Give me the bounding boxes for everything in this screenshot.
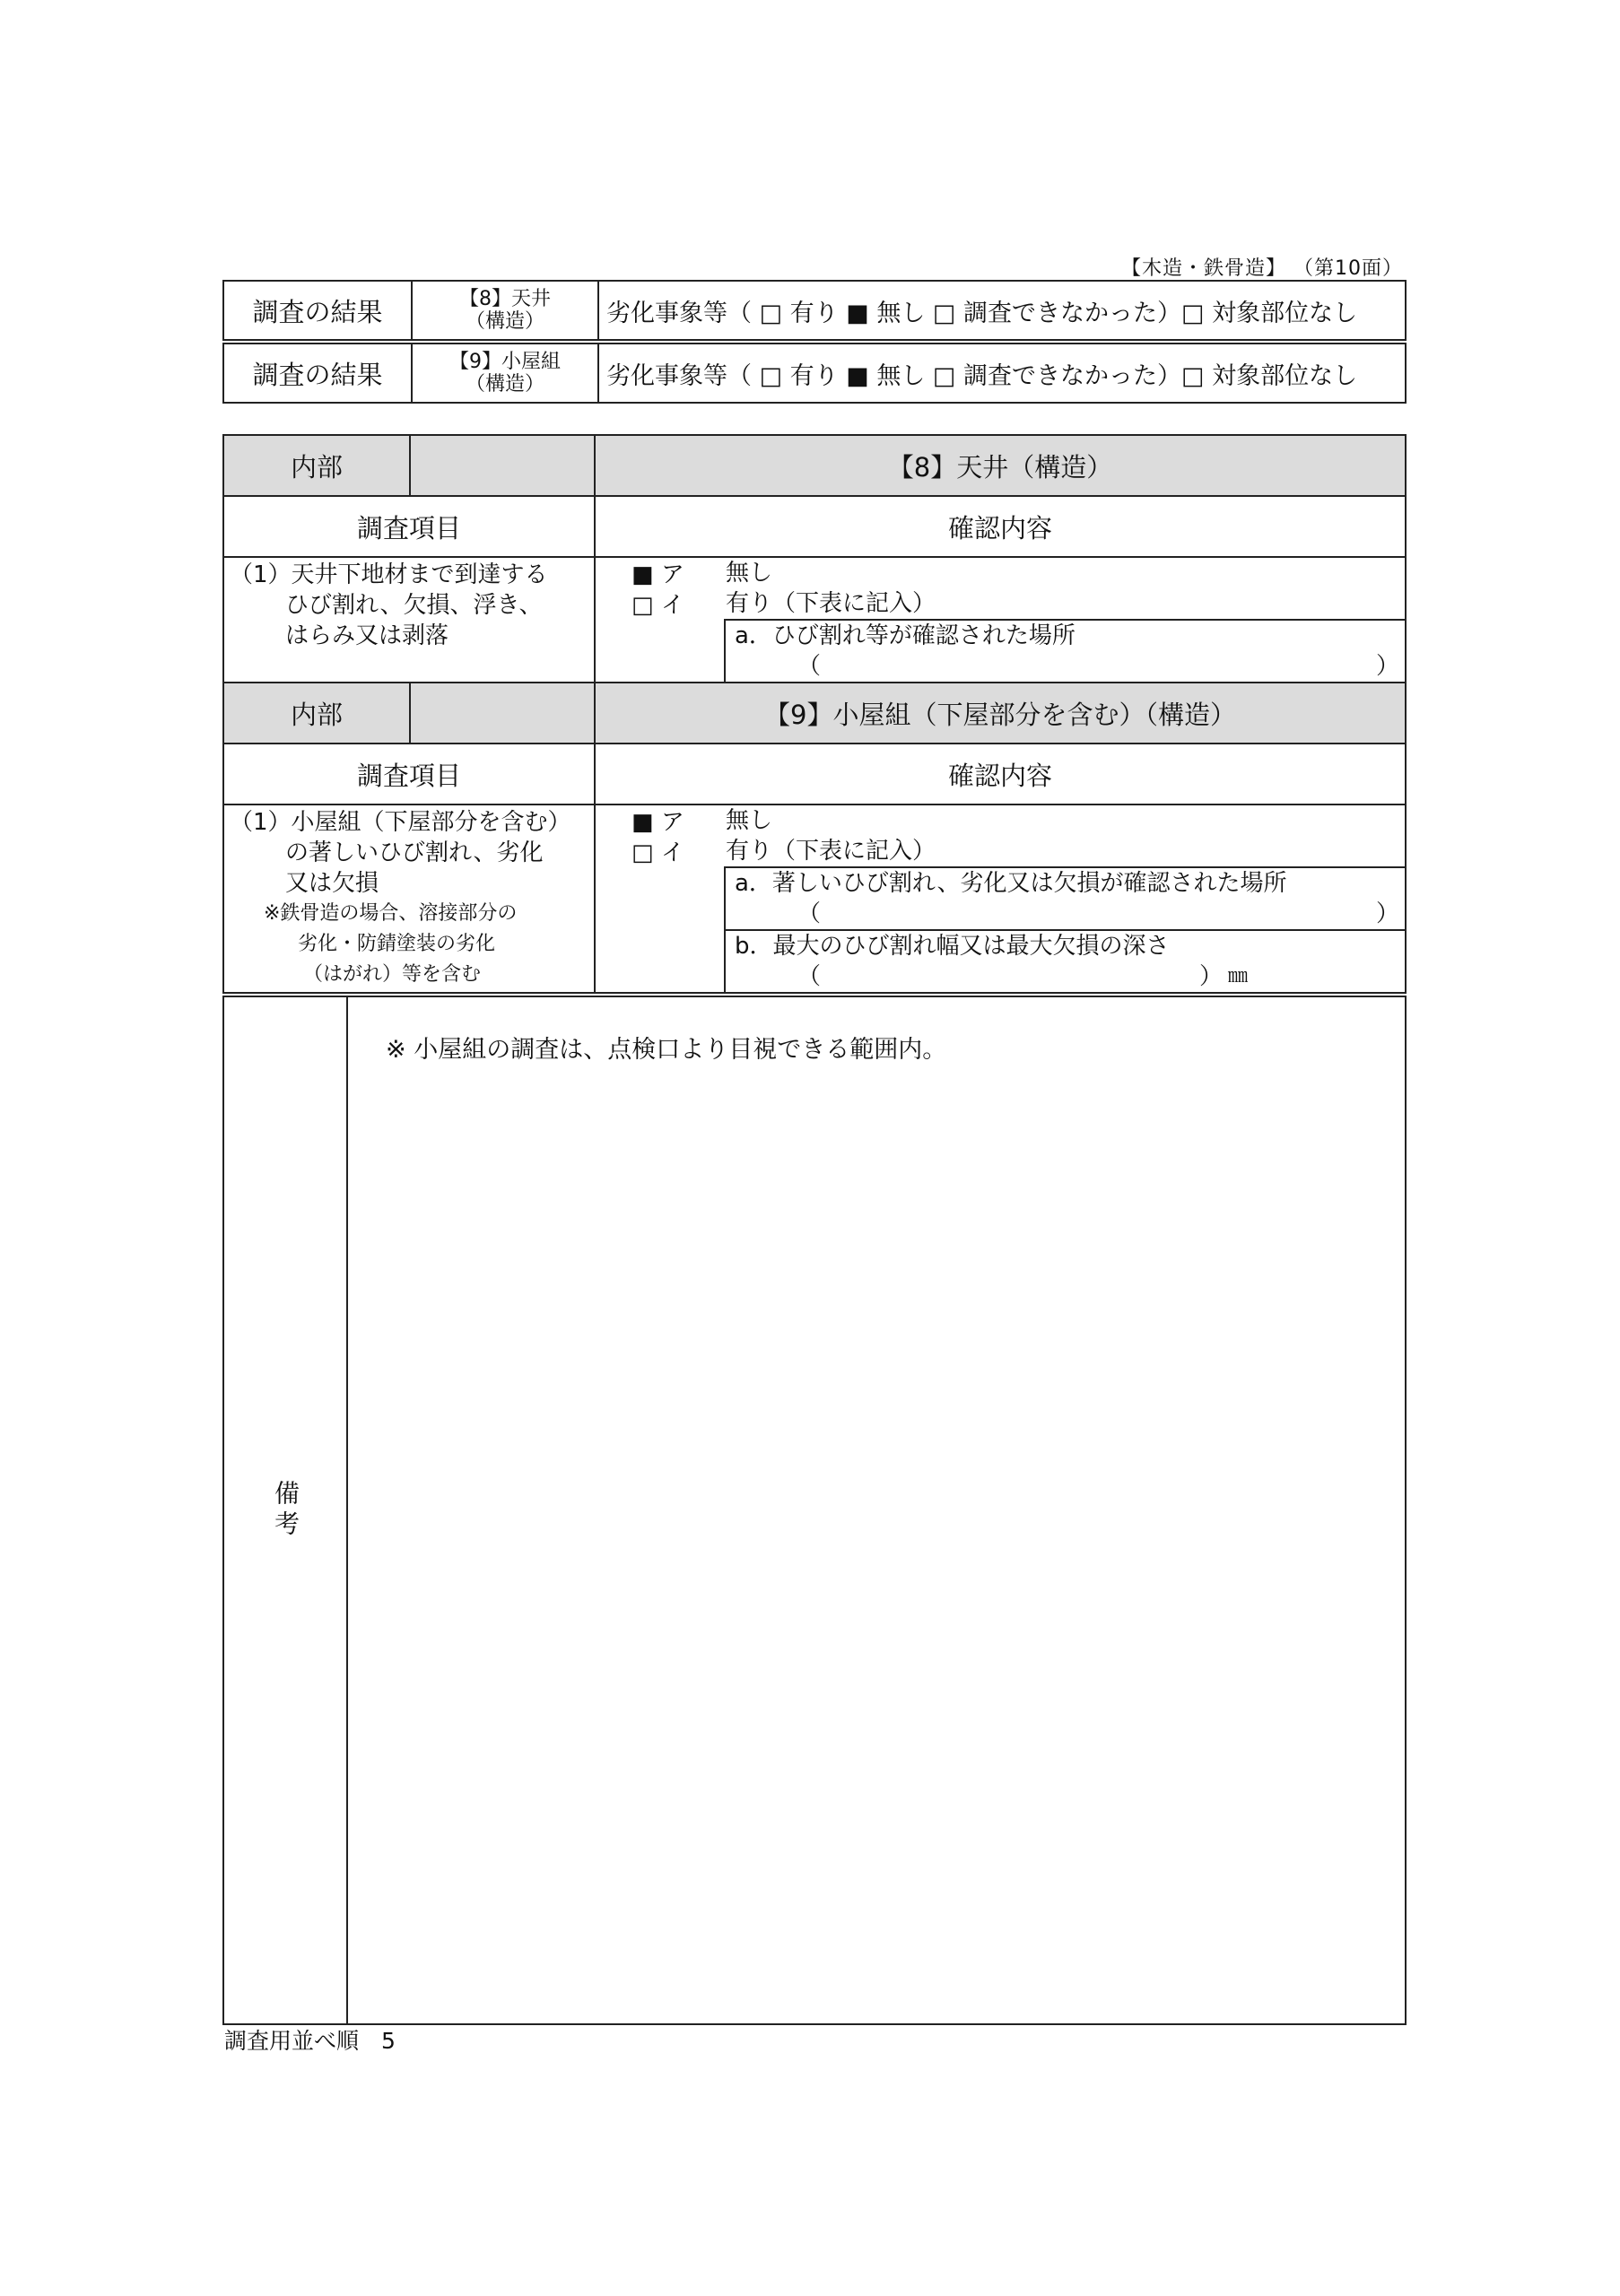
paren-close: ）	[1375, 653, 1399, 680]
item-line: 又は欠損	[285, 870, 379, 897]
option-details	[724, 557, 1406, 683]
column-item-header: 調査項目	[223, 496, 595, 557]
remarks-label-cell	[223, 996, 347, 2024]
item-note-line: ※鉄骨造の場合、溶接部分の	[264, 902, 518, 925]
inspection-table	[222, 434, 1407, 994]
item-note-line: （はがれ）等を含む	[303, 963, 482, 986]
section-blank	[410, 435, 595, 496]
option-i-text: 有り（下表に記入）	[726, 838, 936, 865]
remarks-table	[222, 996, 1407, 2025]
item-line: はらみ又は剥落	[285, 622, 449, 649]
summary-item	[412, 344, 598, 403]
option-a-checkbox[interactable]: ■ ア	[631, 809, 684, 836]
option-i-checkbox[interactable]: □ イ	[631, 592, 684, 619]
option-i-checkbox[interactable]: □ イ	[631, 839, 684, 866]
summary-item-line1: 【9】小屋組	[449, 351, 561, 373]
footer-order: 調査用並べ順 5	[224, 2028, 396, 2054]
item-line: （1）天井下地材まで到達する	[230, 561, 548, 588]
sub-a-label: a．著しいひび割れ、劣化又は欠損が確認された場所	[735, 870, 1287, 897]
summary-item-line1: 【8】天井	[459, 288, 551, 310]
option-marks	[595, 557, 724, 683]
summary-item-line2: （構造）	[465, 373, 544, 396]
summary-label: 調査の結果	[223, 344, 412, 403]
option-a-text: 無し	[726, 807, 773, 834]
paren-open: （	[797, 963, 822, 990]
item-line: （1）小屋組（下屋部分を含む）	[230, 809, 571, 836]
summary-result[interactable]: 劣化事象等（ □ 有り ■ 無し □ 調査できなかった）□ 対象部位なし	[598, 281, 1406, 340]
option-marks	[595, 804, 724, 993]
sub-b-label: b．最大のひび割れ幅又は最大欠損の深さ	[735, 933, 1170, 960]
summary-table-9	[222, 343, 1407, 404]
section-category: 内部	[223, 683, 410, 744]
section-blank	[410, 683, 595, 744]
sub-a-label: a．ひび割れ等が確認された場所	[735, 622, 1076, 649]
summary-item	[412, 281, 598, 340]
remarks-body[interactable]	[347, 996, 1406, 2024]
paren-open: （	[797, 653, 822, 680]
summary-result[interactable]: 劣化事象等（ □ 有り ■ 無し □ 調査できなかった）□ 対象部位なし	[598, 344, 1406, 403]
section-category: 内部	[223, 435, 410, 496]
section-title: 【8】天井（構造）	[595, 435, 1406, 496]
item-line: の著しいひび割れ、劣化	[285, 839, 544, 866]
sub-a-input[interactable]	[726, 651, 1405, 682]
paren-open: （	[797, 900, 822, 927]
section-title: 【9】小屋組（下屋部分を含む）（構造）	[595, 683, 1406, 744]
sub-b-input[interactable]	[726, 961, 1405, 992]
paren-close: ）	[1375, 900, 1399, 927]
inspection-item	[223, 557, 595, 683]
sub-a-box	[724, 619, 1405, 682]
sub-a-box	[724, 866, 1405, 929]
summary-item-line2: （構造）	[465, 310, 544, 333]
sub-b-box	[724, 929, 1405, 992]
column-content-header: 確認内容	[595, 496, 1406, 557]
item-note-line: 劣化・防錆塗装の劣化	[298, 933, 496, 955]
page-header: 【木造・鉄骨造】 （第10面）	[1121, 257, 1403, 280]
column-item-header: 調査項目	[223, 744, 595, 804]
unit-mm: ㎜	[1228, 965, 1249, 987]
summary-label: 調査の結果	[223, 281, 412, 340]
paren-close: ）	[1199, 963, 1224, 990]
option-details	[724, 804, 1406, 993]
sub-a-input[interactable]	[726, 899, 1405, 929]
summary-table-8	[222, 280, 1407, 341]
option-a-text: 無し	[726, 560, 773, 587]
option-a-checkbox[interactable]: ■ ア	[631, 561, 684, 588]
remarks-label: 備考	[271, 1480, 300, 1541]
column-content-header: 確認内容	[595, 744, 1406, 804]
remarks-note: ※ 小屋組の調査は、点検口より目視できる範囲内。	[386, 1036, 947, 1064]
item-line: ひび割れ、欠損、浮き、	[285, 592, 543, 619]
inspection-item	[223, 804, 595, 993]
option-i-text: 有り（下表に記入）	[726, 590, 936, 617]
